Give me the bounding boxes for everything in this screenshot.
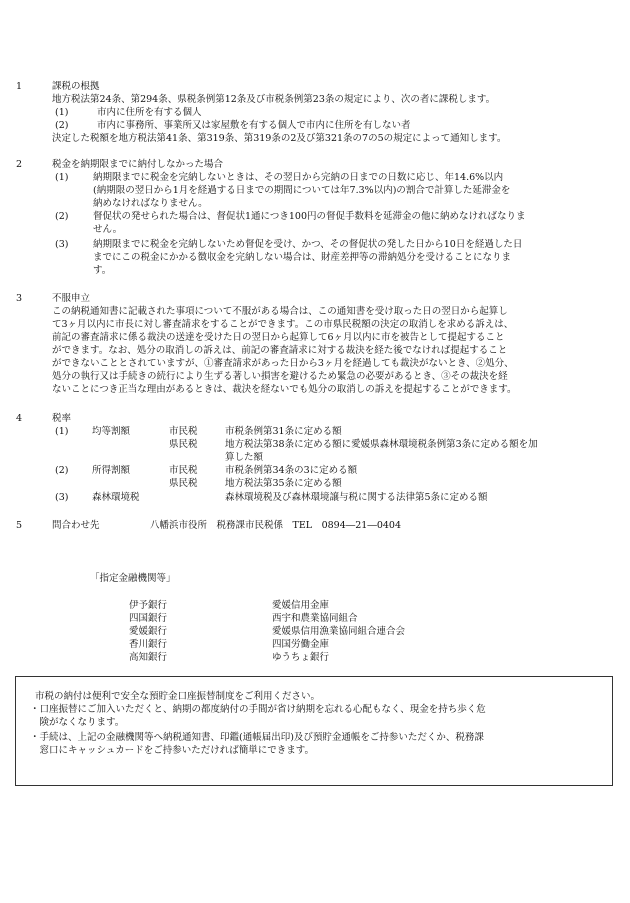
bank-name: 香川銀行 bbox=[129, 639, 168, 650]
section-3-line: 処分の執行又は手続きの続行により生ずる著しい損害を避けるため緊急の必要があるとき、③その裁決を経 bbox=[52, 371, 508, 382]
section-1-title: 課税の根拠 bbox=[52, 81, 100, 92]
rate-row-desc: 市税条例第34条の3に定める額 bbox=[225, 465, 358, 476]
section-2-item-3-line: 納期限までに税金を完納しないため督促を受け、かつ、その督促状の発した日から10日を経過した日 bbox=[93, 239, 523, 250]
rate-row-kind: 森林環境税 bbox=[92, 492, 140, 503]
section-2-item-3-line: す。 bbox=[93, 265, 112, 276]
rate-row-kind: 均等割額 bbox=[92, 426, 131, 437]
section-2-item-1-line: 納めなければなりません。 bbox=[93, 198, 208, 209]
rate-row-desc: 市税条例第31条に定める額 bbox=[225, 426, 342, 437]
rate-row-tax: 県民税 bbox=[169, 439, 198, 450]
section-2-item-3-line: までにこの税金にかかる徴収金を完納しない場合は、財産差押等の滞納処分を受けることになりま bbox=[93, 252, 512, 263]
bank-name: 伊予銀行 bbox=[129, 600, 168, 611]
section-4-number: 4 bbox=[16, 413, 23, 424]
section-2-item-1-number: (1) bbox=[55, 172, 69, 183]
section-3-line: て3ヶ月以内に市長に対し審査請求をすることができます。この市県民税額の決定の取消しを求める訴えは、 bbox=[52, 319, 514, 330]
rate-row-number: (2) bbox=[55, 465, 69, 476]
section-2-item-1-line: 納期限までに税金を完納しないときは、その翌日から完納の日までの日数に応じ、年14.6%以内 bbox=[93, 172, 504, 183]
notice-line: 市税の納付は便利で安全な預貯金口座振替制度をご利用ください。 bbox=[35, 691, 321, 702]
rate-row-tax: 市民税 bbox=[169, 465, 198, 476]
bank-name: 愛媛信用金庫 bbox=[272, 600, 330, 611]
rate-row-number: (1) bbox=[55, 426, 69, 437]
section-1-item-1-number: (1) bbox=[55, 107, 69, 118]
section-2-number: 2 bbox=[16, 159, 23, 170]
section-1-tail: 決定した税額を地方税法第41条、第319条、第319条の2及び第321条の7の5の規定によって通知します。 bbox=[52, 133, 507, 144]
section-1-number: 1 bbox=[16, 81, 23, 92]
bank-name: 高知銀行 bbox=[129, 652, 168, 663]
section-3-line: ができます。なお、処分の取消しの訴えは、前記の審査請求に対する裁決を経た後でなければ提起すること bbox=[52, 345, 508, 356]
bank-name: 西宇和農業協同組合 bbox=[272, 613, 358, 624]
rate-row-tax: 県民税 bbox=[169, 478, 198, 489]
notice-line: ・手続は、上記の金融機関等へ納税通知書、印鑑(通帳届出印)及び預貯金通帳をご持参いただくか、税務課 bbox=[30, 732, 484, 743]
section-2-title: 税金を納期限までに納付しなかった場合 bbox=[52, 159, 224, 170]
banks-heading: 「指定金融機関等」 bbox=[90, 573, 176, 584]
section-1-body: 地方税法第24条、第294条、県税条例第12条及び市税条例第23条の規定により、次の者に課税します。 bbox=[52, 94, 496, 105]
bank-name: 愛媛県信用漁業協同組合連合会 bbox=[272, 626, 406, 637]
rate-row-desc: 地方税法第35条に定める額 bbox=[225, 478, 342, 489]
section-2-item-3-number: (3) bbox=[55, 239, 69, 250]
section-1-item-2-number: (2) bbox=[55, 120, 69, 131]
section-2-item-2-number: (2) bbox=[55, 211, 69, 222]
section-4-title: 税率 bbox=[52, 413, 72, 424]
rate-row-desc: 算した額 bbox=[225, 452, 264, 463]
section-3-line: 前記の審査請求に係る裁決の送達を受けた日の翌日から起算して6ヶ月以内に市を被告として提起すること bbox=[52, 332, 505, 343]
notice-line: 険がなくなります。 bbox=[30, 717, 125, 728]
section-2-item-2-line: 督促状の発せられた場合は、督促状1通につき100円の督促手数料を延滞金の他に納めなければなりま bbox=[93, 211, 526, 222]
bank-name: 四国労働金庫 bbox=[272, 639, 330, 650]
section-3-line: ができないこととされていますが、①審査請求があった日から3ヶ月を経過しても裁決がないとき、②処分、 bbox=[52, 358, 514, 369]
rate-row-kind: 所得割額 bbox=[92, 465, 131, 476]
rate-row-desc: 森林環境税及び森林環境譲与税に関する法律第5条に定める額 bbox=[225, 492, 488, 503]
bank-name: 愛媛銀行 bbox=[129, 626, 168, 637]
contact-info: 八幡浜市役所 税務課市民税係 TEL 0894―21―0404 bbox=[150, 520, 402, 531]
bank-name: ゆうちょ銀行 bbox=[272, 652, 330, 663]
section-3-title: 不服申立 bbox=[52, 293, 91, 304]
notice-line: 窓口にキャッシュカードをご持参いただければ簡単にできます。 bbox=[30, 745, 315, 756]
bank-name: 四国銀行 bbox=[129, 613, 168, 624]
section-3-line: ないことにつき正当な理由があるときは、裁決を経ないでも処分の取消しの訴えを提起することができます。 bbox=[52, 384, 517, 395]
section-5-number: 5 bbox=[16, 520, 23, 531]
section-2-item-2-line: せん。 bbox=[93, 224, 123, 235]
section-2-item-1-line: (納期限の翌日から1月を経過する日までの期間については年7.3%以内)の割合で計算した延滞金を bbox=[93, 185, 511, 196]
section-5-title: 問合わせ先 bbox=[52, 520, 100, 531]
section-3-number: 3 bbox=[16, 293, 23, 304]
section-3-line: この納税通知書に記載された事項について不服がある場合は、この通知書を受け取った日の翌日から起算し bbox=[52, 306, 508, 317]
section-1-item-2-text: 市内に事務所、事業所又は家屋敷を有する個人で市内に住所を有しない者 bbox=[97, 120, 411, 131]
notice-line: ・口座振替にご加入いただくと、納期の都度納付の手間が省け納期を忘れる心配もなく、現金を持ち歩く危 bbox=[30, 704, 486, 715]
section-1-item-1-text: 市内に住所を有する個人 bbox=[97, 107, 202, 118]
rate-row-number: (3) bbox=[55, 492, 69, 503]
rate-row-tax: 市民税 bbox=[169, 426, 198, 437]
rate-row-desc: 地方税法第38条に定める額に愛媛県森林環境税条例第3条に定める額を加 bbox=[225, 439, 538, 450]
